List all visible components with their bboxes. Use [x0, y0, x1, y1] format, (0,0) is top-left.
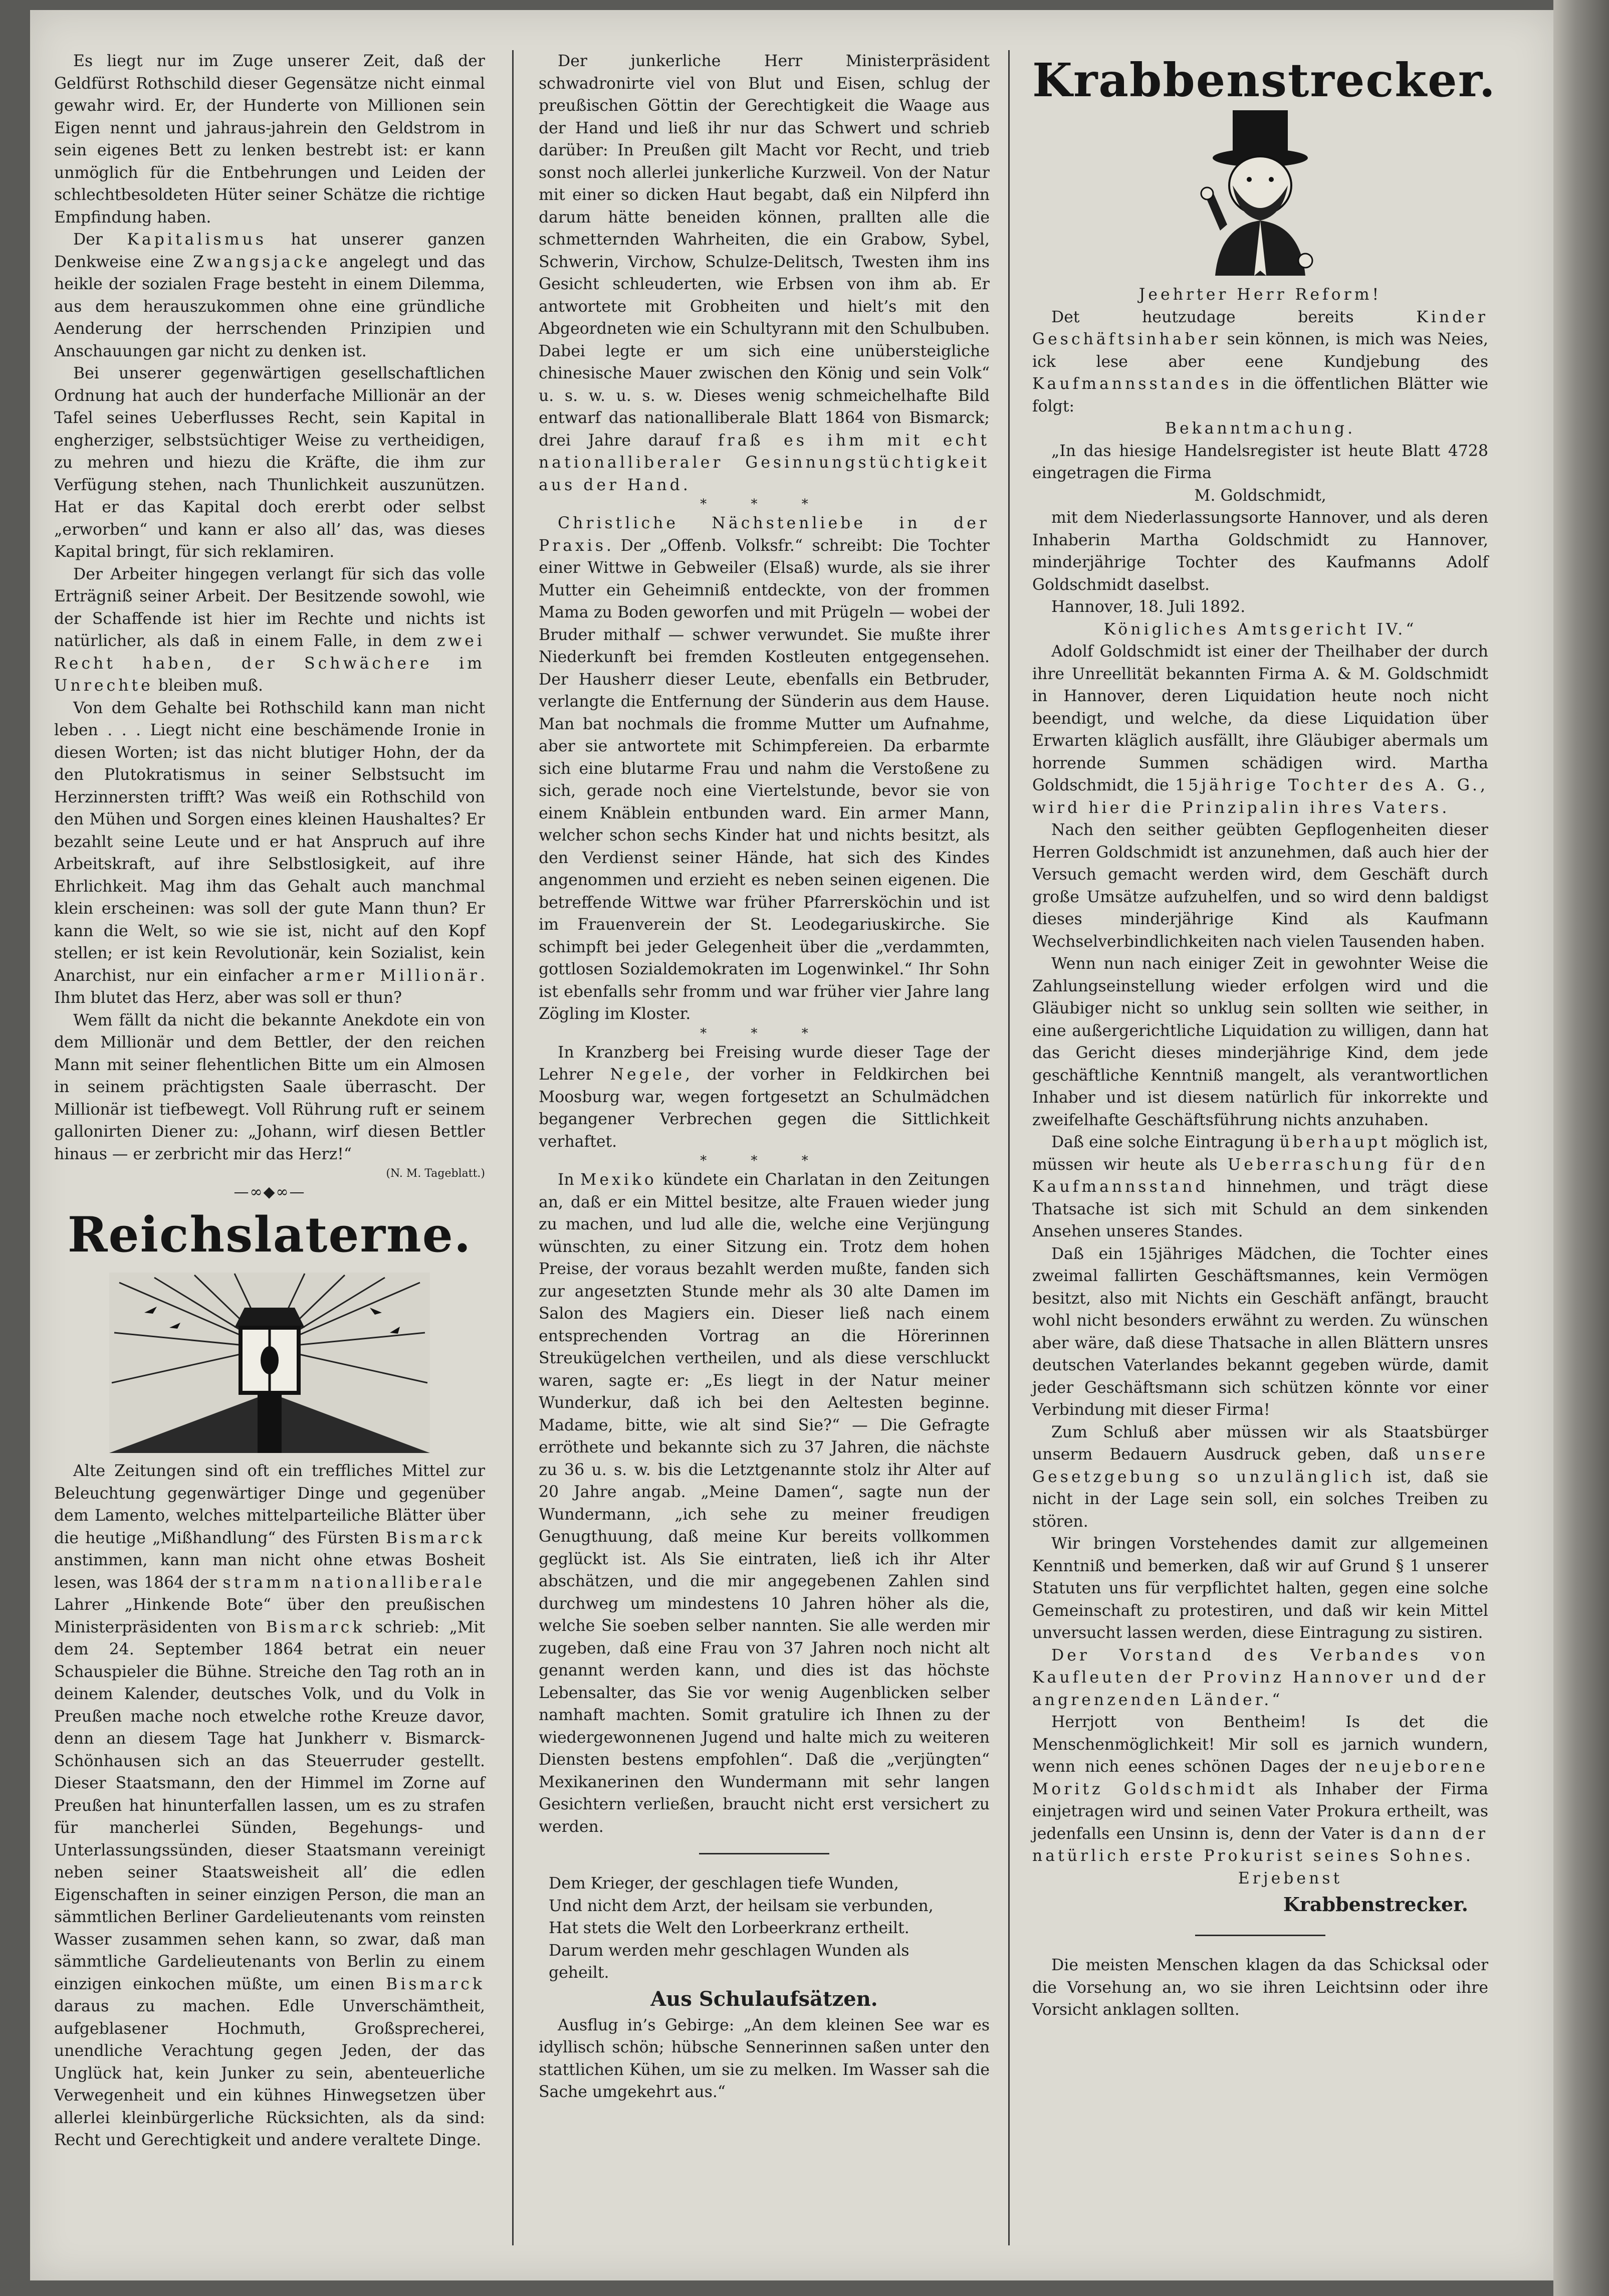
- court-name: Königliches Amtsgericht IV.“: [1103, 620, 1417, 639]
- quote: mit dem Niederlassungsorte Hannover, und als deren Inhaberin Martha Goldschmidt zu Hannover, minderjährige Tochter des Kaufmanns Adolf Goldschmidt daselbst.: [1032, 509, 1488, 594]
- paragraph: Es liegt nur im Zuge unserer Zeit, daß der Geldfürst Rothschild dieser Gegensätze nicht einmal gewahr wird. Er, der Hunderte von Millionen sein Eigen nennt und jahraus-jahrein den Geldstrom in sein eigenes Bett zu lenken bestrebt ist: er kann unmöglich für die Entbehrungen und Leiden der schlechtbesoldeten Hüter seiner Schätze die richtige Empfindung haben.: [54, 52, 485, 227]
- section-separator: * * *: [700, 1025, 828, 1041]
- paragraph: Der junkerliche Herr Ministerpräsident schwadronirte viel von Blut und Eisen, schlug der preußischen Göttin der Gerechtigkeit die Waage aus der Hand und ließ ihr nur das Schwert und schrieb darüber: In Preußen gilt Macht vor Recht, und trieb sonst noch allerlei junkerliche Kurzweil. Von der Natur mit einer so dicken Haut begabt, daß ein Nilpferd ihn darum hätte beneiden können, prallten alle die schmetternden Wahrheiten, die ein Grabow, Sybel, Schwerin, Virchow, Schulze-Delitsch, Twesten ihm ins Gesicht schleuderten, wie Erbsen von ihm ab. Er antwortete mit Grobheiten und hielt’s mit den Abgeordneten wie ein Schultyrann mit den Schulbuben. Dabei legte er um sich eine unübersteigliche chinesische Mauer zwischen den König und sein Volk“ u. s. w. u. s. w. Dieses wenig schmeichelhafte Bild entwarf das nationalliberale Blatt 1864 von Bismarck; drei Jahre darauf fraß es ihm mit echt nationalliberaler Gesinnungstüchtigkeit aus der Hand.: [539, 52, 990, 494]
- poem-line: geheilt.: [549, 1964, 609, 1982]
- paragraph: Christliche Nächstenliebe in der Praxis. Der „Offenb. Volksfr.“ schreibt: Die Tochter einer Wittwe in Gebweiler (Elsaß) wurde, als sie ihrer Mutter ein Geheimniß entdeckte, von der frommen Mama zu Boden geworfen und mit Prügeln — wobei der Bruder mithalf — schwer verwundet. Sie mußte ihrer Niederkunft bei fremden Kostleuten entgegensehen. Der Hausherr dieser Leute, ebenfalls ein Betbruder, verlangte die Entfernung der Sünderin aus dem Hause. Man bat nochmals die fromme Mutter um Aufnahme, aber sie antwortete mit Schimpfereien. Da erbarmte sich eine blutarme Frau und nahm die Verstoßene zu sich, gerade noch eine Viertelstunde, bevor sie von einem Knäblein entbunden ward. Ein armer Mann, welcher schon sechs Kinder hat und nichts besitzt, als den Verdienst seiner Hände, hat sich des Kindes angenommen und erzieht es neben seinen eigenen. Die betreffende Wittwe war früher Pfarrersköchin und ist im Frauenverein der St. Leodegariuskirche. Sie schimpft bei jeder Gelegenheit über die „verdammten, gottlosen Sozialdemokraten im Logenwinkel.“ Ihr Sohn ist ebenfalls sehr fromm und war früher vier Jahre lang Zögling im Kloster.: [539, 514, 990, 1023]
- section-title-krabbenstrecker: Krabbenstrecker.: [1032, 53, 1496, 107]
- top-hat-man-illustration: [1185, 110, 1335, 276]
- poem-line: Hat stets die Welt den Lorbeerkranz ertheilt.: [549, 1919, 909, 1937]
- paragraph: Wir bringen Vorstehendes damit zur allgemeinen Kenntniß und bemerken, daß wir auf Grund § 1 unserer Statuten uns für verpflichtet halten, gegen eine solche Gemeinschaft zu protestiren, und daß wir kein Mittel unversucht lassen werden, diese Eintragung zu sistiren.: [1032, 1535, 1488, 1642]
- firm-name: M. Goldschmidt,: [1194, 486, 1326, 505]
- divider: [1195, 1935, 1325, 1936]
- poem: [539, 1872, 990, 1984]
- greeting: Jeehrter Herr Reform!: [1138, 286, 1382, 304]
- ornament-divider: —∞◆∞—: [234, 1183, 306, 1201]
- section-separator: * * *: [700, 497, 828, 512]
- paragraph: Alte Zeitungen sind oft ein treffliches Mittel zur Beleuchtung gegenwärtiger Dinge und gegenüber dem Lamento, welches mittelparteiliche Blätter über die heutige „Mißhandlung“ des Fürsten Bismarck anstimmen, kann man nicht ohne etwas Bosheit lesen, was 1864 der stramm nationalliberale Lahrer „Hinkende Bote“ über den preußischen Ministerpräsidenten von Bismarck schrieb: „Mit dem 24. September 1864 betrat ein neuer Schauspieler die Bühne. Streiche den Tag roth an in deinem Kalender, deutsches Volk, und du Volk in Preußen mache noch etwelche rothe Kreuze davor, denn an diesem Tage hat Junkherr v. Bismarck-Schönhausen sich an das Steuerruder gestellt. Dieser Staatsmann, den der Himmel im Zorne auf Preußen hat hinunterfallen lassen, um es zu strafen für mancherlei Sünden, Begehungs- und Unterlassungssünden, dieser Staatsmann vereinigt neben seiner Staatsweisheit all’ die edlen Eigenschaften in seiner einzigen Person, die man an sämmtlichen Berliner Gardelieutenants vom reinsten Wasser zusammen sehen kann, so zwar, daß man sämmtliche Gardelieutenants von Berlin zu einem einzigen einkochen müßte, um einen Bismarck daraus zu machen. Edle Unverschämtheit, aufgeblasener Hochmuth, Großsprecherei, unendliche Verachtung gegen Jeden, der das Unglück hat, kein Junker zu sein, abenteuerliche Verwegenheit und ein kühnes Hinwegsetzen über allerlei kleinbürgerliche Rücksichten, als da sind: Recht und Gerechtigkeit und andere veraltete Dinge.: [54, 1462, 485, 2149]
- paragraph: Von dem Gehalte bei Rothschild kann man nicht leben . . . Liegt nicht eine beschämende Ironie in diesen Worten; ist das nicht blutiger Hohn, der da den Plutokratismus in seiner Selbstsucht im Herzinnersten trifft? Was weiß ein Rothschild von den Mühen und Sorgen eines kleinen Haushaltes? Er bezahlt seine Leute und er hat Anspruch auf ihre Arbeitskraft, auf ihre Selbstlosigkeit, auf ihre Ehrlichkeit. Mag ihm das Gehalt auch manchmal klein erscheinen: was soll der gute Mann thun? Er kann die Welt, so wie sie ist, nicht auf den Kopf stellen; er ist kein Revolutionär, kein Sozialist, kein Anarchist, nur ein einfacher armer Millionär. Ihm blutet das Herz, aber was soll er thun?: [54, 699, 486, 1007]
- paragraph: Nach den seither geübten Gepflogenheiten dieser Herren Goldschmidt ist anzunehmen, daß auch hier der Versuch gemacht werden wird, dem Geschäft durch große Umsätze aufzuhelfen, und so wird denn baldigst dieses minderjährige Kind als Kaufmann Wechselverbindlichkeiten nach vielen Tausenden haben.: [1032, 821, 1488, 951]
- paragraph: Ausflug in’s Gebirge: „An dem kleinen See war es idyllisch schön; hübsche Sennerinnen saßen unter den stattlichen Kühen, um sie zu melken. Im Wasser sah die Sache umgekehrt aus.“: [539, 2016, 990, 2101]
- paragraph: Der Kapitalismus hat unserer ganzen Denkweise eine Zwangsjacke angelegt und das heikle der sozialen Frage besteht in einem Dilemma, aus dem herauszukommen ohne eine gründliche Aenderung der herrschenden Prinzipien und Anschauungen gar nicht zu denken ist.: [54, 231, 485, 360]
- paragraph: Der Arbeiter hingegen verlangt für sich das volle Erträgniß seiner Arbeit. Der Besitzende sowohl, wie der Schaffende ist hier im Rechte und nichts ist natürlicher, als daß in einem Falle, in dem zwei Recht haben, der Schwächere im Unrechte bleiben muß.: [54, 565, 485, 695]
- paragraph: Adolf Goldschmidt ist einer der Theilhaber der durch ihre Unreellität bekannten Firma A. & M. Goldschmidt in Hannover, deren Liquidation heute noch nicht beendigt, und welche, da diese Liquidation über Erwarten kläglich ausfällt, ihre Gläubiger abermals um horrende Summen schädigen wird. Martha Goldschmidt, die 15jährige Tochter des A. G., wird hier die Prinzipalin ihres Vaters.: [1032, 643, 1488, 817]
- paragraph: In Mexiko kündete ein Charlatan in den Zeitungen an, daß er ein Mittel besitze, alte Frauen wieder jung zu machen, und lud alle die, welche eine Verjüngung wünschten, zu einer Sitzung ein. Trotz dem hohen Preise, der voraus bezahlt werden mußte, fanden sich zur angesetzten Stunde mehr als 30 alte Damen im Salon des Magiers ein. Dieser ließ nach einem entsprechenden Vortrag an die Hörerinnen Streukügelchen vertheilen, und als diese verschluckt waren, sagte er: „Es liegt in der Natur meiner Wunderkur, daß ich bei den Aeltesten beginne. Madame, bitte, wie alt sind Sie?“ — Die Gefragte erröthete und bekannte sich zu 37 Jahren, die nächste zu 36 u. s. w. bis die Letztgenannte stolz ihr Alter auf 20 Jahre angab. „Meine Damen“, sagte nun der Wundermann, „ich sehe zu meiner freudigen Genugthuung, daß meine Kur bereits vollkommen geglückt ist. Als Sie eintraten, ließ ich ihr Alter abschätzen, und die mir angegebenen Zahlen sind durchweg um mindestens 10 Jahren höher als die, welche Sie soeben selber nannten. Sie alle werden mir zugeben, daß eine Frau von 37 Jahren noch nicht alt genannt werden kann, und dies ist das höchste Lebensalter, das Sie vor wenig Augenblicken selber namhaft machten. Somit gratulire ich Ihnen zu der wiedergewonnenen Jugend und halte mich zu weiteren Diensten bestens empfohlen“. Daß die „verjüngten“ Mexikanerinen den Wundermann mit sehr langen Gesichtern verließen, braucht nicht erst versichert zu werden.: [539, 1171, 990, 1836]
- column-rule: [1008, 50, 1010, 2245]
- lantern-illustration: [109, 1273, 430, 1453]
- poem-line: Darum werden mehr geschlagen Wunden als: [549, 1941, 909, 1960]
- paragraph: Daß eine solche Eintragung überhaupt möglich ist, müssen wir heute als Ueberraschung für den Kaufmannsstand hinnehmen, und trägt diese Thatsache ist sich mit Schuld an dem sinkenden Ansehen unseres Standes.: [1032, 1133, 1488, 1240]
- signature: Krabbenstrecker.: [1283, 1893, 1468, 1916]
- paragraph: Die meisten Menschen klagen da das Schicksal oder die Vorsehung an, wo sie ihren Leichtsinn oder ihre Vorsicht anklagen sollten.: [1032, 1956, 1488, 2019]
- column-rule: [512, 50, 514, 2245]
- section-separator: * * *: [700, 1153, 828, 1168]
- paragraph: Wem fällt da nicht die bekannte Anekdote ein von dem Millionär und dem Bettler, der den reichen Mann mit seiner flehentlichen Bitte um ein Almosen in seinem prächtigsten Saale überrascht. Der Millionär ist tiefbewegt. Voll Rührung ruft er seinem gallonirten Diener zu: „Johann, wirf diesen Bettler hinaus — er zerbricht mir das Herz!“: [54, 1011, 485, 1163]
- source-note: (N. M. Tageblatt.): [386, 1167, 485, 1180]
- paragraph: Herrjott von Bentheim! Is det die Menschenmöglichkeit! Mir soll es jarnich wundern, wenn nich eenes schönen Dages der neujeborene Moritz Goldschmidt als Inhaber der Firma einjetragen wird und seinen Vater Prokura ertheilt, was jedenfalls een Unsinn is, denn der Vater is dann der natürlich erste Prokurist seines Sohnes.: [1032, 1713, 1488, 1865]
- paragraph: Wenn nun nach einiger Zeit in gewohnter Weise die Zahlungseinstellung wieder erfolgen wird und die Gläubiger nicht so unklug sein sollten wie seither, in eine außergerichtliche Liquidation zu willigen, dann hat das Gericht dieses minderjährige Kind, dem jede geschäftliche Kenntniß mangelt, als verantwortlichen Inhaber und ist diesem natürlich für inkorrekte und zweifelhafte Geschäftsführung nichts anzuhaben.: [1032, 955, 1488, 1129]
- closing: Erjebenst: [1238, 1869, 1343, 1888]
- date: Hannover, 18. Juli 1892.: [1051, 598, 1246, 616]
- paragraph: Zum Schluß aber müssen wir als Staatsbürger unserm Bedauern Ausdruck geben, daß unsere Gesetzgebung so unzulänglich ist, daß sie nicht in der Lage sein soll, ein solches Treiben zu stören.: [1032, 1423, 1488, 1531]
- paragraph: In Kranzberg bei Freising wurde dieser Tage der Lehrer Negele, der vorher in Feldkirchen bei Moosburg war, wegen fortgesetzt an Schulmädchen begangener Verbrechen gegen die Sittlichkeit verhaftet.: [539, 1043, 990, 1151]
- paragraph: Bei unserer gegenwärtigen gesellschaftlichen Ordnung hat auch der hunderfache Millionär an der Tafel seines Ueberflusses Recht, sein Kapital in engherziger, selbstsüchtiger Weise zu vertheidigen, zu mehren und hiezu die Kräfte, die ihm zur Verfügung stehen, nach Thunlichkeit auszunützen. Hat er das Kapital doch ererbt oder selbst „erworben“ und kann er also all’ das, was dieses Kapital bringt, für sich reklamiren.: [54, 364, 485, 561]
- announcement-heading: Bekanntmachung.: [1165, 420, 1356, 438]
- poem-line: Dem Krieger, der geschlagen tiefe Wunden,: [549, 1874, 899, 1893]
- paragraph: Det heutzudage bereits Kinder Geschäftsinhaber sein können, is mich was Neies, ick lese aber eene Kundjebung des Kaufmannsstandes in die öffentlichen Blätter wie folgt:: [1032, 308, 1488, 415]
- paragraph: Daß ein 15jähriges Mädchen, die Tochter eines zweimal fallirten Geschäftsmannes, kein Vermögen besitzt, also mit Nichts ein Geschäft anfängt, braucht wohl nicht besonders erwähnt zu werden. Zu wünschen aber wäre, daß diese Thatsache in allen Blättern unsres deutschen Vaterlandes bekannt gegeben würde, damit jeder Geschäftsmann sich schützen könnte vor einer Verbindung mit dieser Firma!: [1032, 1244, 1488, 1419]
- section-title-schulaufsaetze: Aus Schulaufsätzen.: [650, 1987, 878, 2011]
- quote: „In das hiesige Handelsregister ist heute Blatt 4728 eingetragen die Firma: [1032, 442, 1488, 482]
- page-edge: [1553, 0, 1609, 2296]
- column-right: [1032, 50, 1496, 2021]
- divider: [699, 1853, 829, 1854]
- column-left: [54, 50, 485, 2152]
- paragraph: Der Vorstand des Verbandes von Kaufleuten der Provinz Hannover und der angrenzenden Länder.“: [1032, 1646, 1488, 1709]
- poem-line: Und nicht dem Arzt, der heilsam sie verbunden,: [549, 1897, 934, 1915]
- section-title-reichslaterne: Reichslaterne.: [67, 1206, 472, 1263]
- column-middle: [539, 50, 990, 2104]
